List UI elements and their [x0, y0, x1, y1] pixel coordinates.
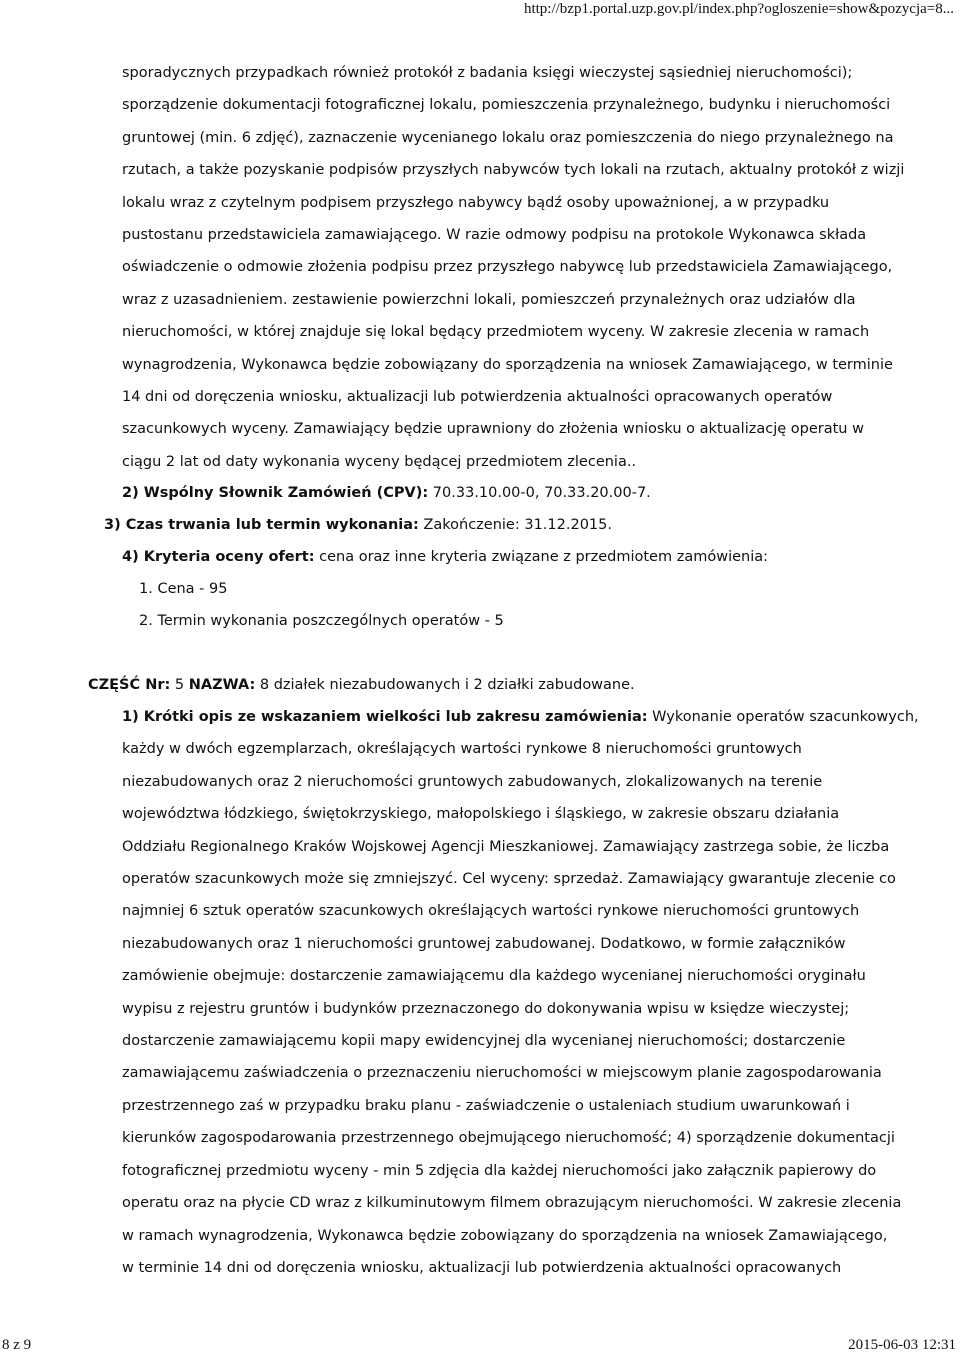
text-line: zamówienie obejmuje: dostarczenie zamawiającemu dla każdego wycenianej nieruchomości oryginału	[122, 968, 866, 985]
criteria-item: 1. Cena - 95	[139, 581, 228, 597]
text-line: operatu oraz na płycie CD wraz z kilkuminutowym filmem obrazującym nieruchomości. W zakresie zlecenia	[122, 1195, 902, 1212]
text-line: województwa łódzkiego, świętokrzyskiego, małopolskiego i śląskiego, w zakresie obszaru działania	[122, 806, 840, 823]
text-line: niezabudowanych oraz 1 nieruchomości gruntowej zabudowanej. Dodatkowo, w formie załączników	[122, 935, 846, 952]
text-line: lokalu wraz z czytelnym podpisem przyszłego nabywcy bądź osoby upoważnionej, a w przypadku	[122, 194, 830, 211]
part-nr-value: 5	[170, 677, 189, 693]
deadline-label: 3) Czas trwania lub termin wykonania:	[104, 517, 419, 533]
part-description	[122, 701, 919, 1284]
text-line: fotograficznej przedmiotu wyceny - min 5 zdjęcia dla każdej nieruchomości jako załącznik papierowy do	[122, 1162, 877, 1179]
cpv-label: 2) Wspólny Słownik Zamówień (CPV):	[122, 485, 429, 501]
text-line: wypisu z rejestru gruntów i budynków przeznaczonego do dokonywania wpisu w księdze wieczystej;	[122, 1000, 850, 1017]
criteria-value: cena oraz inne kryteria związane z przedmiotem zamówienia:	[314, 549, 769, 565]
page-url: http://bzp1.portal.uzp.gov.pl/index.php?ogloszenie=show&pozycja=8...	[523, 1, 954, 17]
text-line: najmniej 6 sztuk operatów szacunkowych określających wartości rynkowe nieruchomości gruntowych	[122, 903, 860, 920]
text-line: ciągu 2 lat od daty wykonania wyceny będącej przedmiotem zlecenia..	[122, 453, 637, 470]
description-label: 1) Krótki opis ze wskazaniem wielkości lub zakresu zamówienia:	[122, 709, 648, 725]
description-continuation	[122, 57, 904, 478]
text-line: niezabudowanych oraz 2 nieruchomości gruntowych zabudowanych, zlokalizowanych na terenie	[122, 773, 823, 790]
criteria-section	[122, 541, 768, 573]
text-line: sporządzenie dokumentacji fotograficznej lokalu, pomieszczenia przynależnego, budynku i nieruchomości	[122, 97, 891, 114]
text-line: rzutach, a także pozyskanie podpisów przyszłych nabywców tych lokali na rzutach, aktualny protokół z wizji	[122, 162, 905, 179]
text-line: Oddziału Regionalnego Kraków Wojskowej Agencji Mieszkaniowej. Zamawiający zastrzega sobie, że liczba	[122, 838, 890, 855]
part-heading	[88, 669, 635, 701]
deadline-section	[104, 509, 612, 541]
part-name-value: 8 działek niezabudowanych i 2 działki zabudowane.	[255, 677, 635, 693]
text-line: w terminie 14 dni od doręczenia wniosku, aktualizacji lub potwierdzenia aktualności opracowanych	[122, 1259, 842, 1276]
criteria-item: 2. Termin wykonania poszczególnych operatów - 5	[139, 613, 504, 629]
text-line: wraz z uzasadnieniem. zestawienie powierzchni lokali, pomieszczeń przynależnych oraz udziałów dla	[122, 291, 856, 308]
text-line: sporadycznych przypadkach również protokół z badania księgi wieczystej sąsiedniej nieruchomości);	[122, 65, 853, 81]
text-line: nieruchomości, w której znajduje się lokal będący przedmiotem wyceny. W zakresie zlecenia w ramach	[122, 324, 870, 341]
text-line: w ramach wynagrodzenia, Wykonawca będzie zobowiązany do sporządzenia na wniosek Zamawiającego,	[122, 1227, 888, 1244]
deadline-value: Zakończenie: 31.12.2015.	[418, 517, 612, 533]
text-line: zamawiającemu zaświadczenia o przeznaczeniu nieruchomości w miejscowym planie zagospodarowania	[122, 1065, 882, 1082]
cpv-section	[122, 477, 651, 509]
criteria-label: 4) Kryteria oceny ofert:	[122, 549, 315, 565]
part-nr-label: CZĘŚĆ Nr:	[88, 677, 171, 693]
text-line: dostarczenie zamawiającemu kopii mapy ewidencyjnej dla wycenianej nieruchomości; dostarczenie	[122, 1033, 846, 1050]
text-line: gruntowej (min. 6 zdjęć), zaznaczenie wycenianego lokalu oraz pomieszczenia do niego przynależnego na	[122, 129, 894, 146]
text-line: operatów szacunkowych może się zmniejszyć. Cel wyceny: sprzedaż. Zamawiający gwarantuje zlecenie co	[122, 871, 896, 888]
text-line: 14 dni od doręczenia wniosku, aktualizacji lub potwierdzenia aktualności opracowanych operatów	[122, 389, 833, 406]
text-line: kierunków zagospodarowania przestrzennego obejmującego nieruchomość; 4) sporządzenie dokumentacji	[122, 1130, 895, 1147]
description-first-line: Wykonanie operatów szacunkowych,	[647, 709, 919, 725]
text-line: pustostanu przedstawiciela zamawiającego. W razie odmowy podpisu na protokole Wykonawca składa	[122, 227, 867, 244]
text-line	[122, 701, 919, 733]
cpv-value: 70.33.10.00-0, 70.33.20.00-7.	[428, 485, 651, 501]
text-line: szacunkowych wyceny. Zamawiający będzie uprawniony do złożenia wniosku o aktualizację operatu w	[122, 421, 864, 438]
text-line: wynagrodzenia, Wykonawca będzie zobowiązany do sporządzenia na wniosek Zamawiającego, w terminie	[122, 356, 893, 373]
text-line: przestrzennego zaś w przypadku braku planu - zaświadczenie o ustaleniach studium uwarunkowań i	[122, 1097, 850, 1114]
print-timestamp: 2015-06-03 12:31	[848, 1337, 956, 1353]
page-number: 8 z 9	[2, 1337, 32, 1353]
text-line: oświadczenie o odmowie złożenia podpisu przez przyszłego nabywcę lub przedstawiciela Zamawiającego,	[122, 259, 893, 276]
part-name-label: NAZWA:	[188, 677, 256, 693]
text-line: każdy w dwóch egzemplarzach, określających wartości rynkowe 8 nieruchomości gruntowych	[122, 741, 802, 758]
